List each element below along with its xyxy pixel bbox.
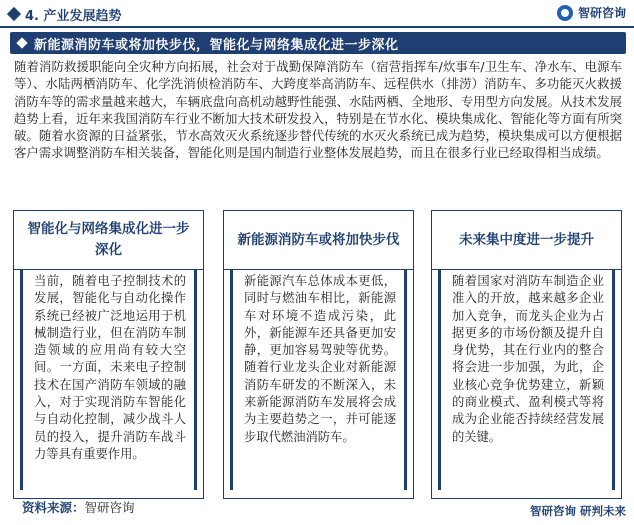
card-body [431, 252, 622, 499]
card-text: 随着国家对消防车制造企业准入的开放，越来越多企业加入竞争，而龙头企业为占据更多的市场份额及提升自身优势，其在行业内的整合将会进一步加强，为此，企业核心竞争优势建立，新颖的商业模式、盈利模式等将成为企业能否持续经营发展的关键。 [452, 274, 604, 444]
card-title: 新能源消防车或将加快步伐 [237, 231, 400, 248]
diamond-icon [7, 7, 21, 21]
diamond-bullet-icon [16, 37, 27, 48]
card-body [223, 252, 414, 499]
logo-text: 智研咨询 [577, 6, 626, 20]
source-label: 资料来源： [22, 500, 85, 515]
header-divider [0, 26, 634, 28]
section-header [6, 4, 122, 24]
brand-logo [557, 4, 626, 21]
footer-brand: 智研咨询 研判未来 [529, 504, 626, 518]
source-note [22, 498, 135, 516]
section-title: 4. 产业发展趋势 [25, 8, 122, 24]
card-body [13, 252, 204, 499]
source-value: 智研咨询 [84, 500, 135, 515]
trend-card-new-energy [220, 210, 415, 498]
logo-icon [557, 5, 573, 21]
card-title: 智能化与网络集成化进一步深化 [27, 221, 190, 258]
intro-paragraph: 随着消防救援职能向全灾种方向拓展，社会对于战勤保障消防车（宿营指挥车/炊事车/卫生车、净水车、电源车等）、水陆两栖消防车、化学洗消侦检消防车、大跨度举高消防车、远程供水（排涝）消防车、多功能灭火救援消防车等的需求量越来越大，车辆底盘向高机动越野性能强、水陆两栖、全地形、专用型方向发展。从技术发展趋势上看，近年来我国消防车行业不断加大技术研发投入，特别是在节水化、模块集成化、智能化等方面有所突破。随着水资源的日益紧张，节水高效灭火系统逐步替代传统的水灭火系统已成为趋势，模块集成可以方便根据客户需求调整消防车相关装备，智能化则是国内制造行业整体发展趋势，而且在很多行业已经取得相当成绩。 [14, 59, 622, 161]
trend-card-intelligent [10, 210, 205, 498]
card-title-box [431, 210, 622, 270]
trend-card-concentration [428, 210, 623, 498]
banner-title: 新能源消防车或将加快步伐，智能化与网络集成化进一步深化 [34, 37, 399, 53]
topic-banner [10, 32, 626, 54]
card-title: 未来集中度进一步提升 [459, 231, 594, 248]
card-title-box [223, 210, 414, 270]
card-title-box [13, 210, 204, 270]
card-text: 当前，随着电子控制技术的发展，智能化与自动化操作系统已经被广泛地运用于机械制造行业，但在消防车制造领域的应用尚有较大空间。一方面，未来电子控制技术在国产消防车领域的融入，对于实现消防车智能化与自动化控制，减少战斗人员的投入，提升消防车战斗力等具有重要作用。 [34, 274, 186, 461]
card-text: 新能源汽车总体成本更低，同时与燃油车相比，新能源车对环境不造成污染，此外，新能源车还具备更加安静，更加容易驾驶等优势。随着行业龙头企业对新能源消防车研发的不断深入，未来新能源消防车发展将会成为主要趋势之一，并可能逐步取代燃油消防车。 [244, 274, 396, 444]
